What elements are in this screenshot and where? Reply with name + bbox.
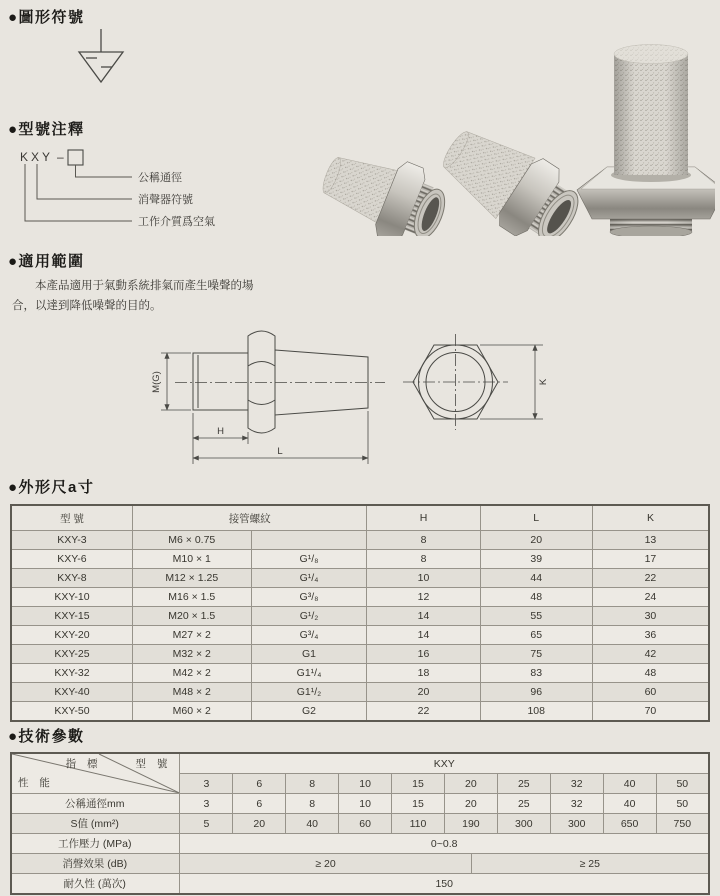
s-cell: 300 xyxy=(497,814,550,834)
cell-model: KXY-32 xyxy=(11,664,132,683)
corner-label-performance: 性 能 xyxy=(18,777,54,789)
size-cell: 32 xyxy=(550,774,603,794)
cell-model: KXY-3 xyxy=(11,531,132,550)
dim-label-k: K xyxy=(538,378,549,386)
dimensions-table-header xyxy=(11,505,709,531)
bore-cell: 32 xyxy=(550,794,603,814)
row-label: 耐久性 (萬次) xyxy=(11,874,180,895)
section-heading-model-notation: ●型號注釋 xyxy=(8,121,85,138)
cell-thread-g: G¹/₈ xyxy=(251,550,367,569)
s-cell: 650 xyxy=(603,814,656,834)
params-header-row-1 xyxy=(11,753,709,774)
cell-model: KXY-40 xyxy=(11,683,132,702)
model-code-text: KXY xyxy=(20,150,54,164)
cell-l: 83 xyxy=(480,664,592,683)
s-cell: 40 xyxy=(286,814,339,834)
s-cell: 300 xyxy=(550,814,603,834)
dimensions-table xyxy=(10,504,710,722)
pressure-row xyxy=(11,834,709,854)
model-size-box xyxy=(68,150,83,165)
s-cell: 750 xyxy=(656,814,709,834)
noise-row xyxy=(11,854,709,874)
silencer-photo-large xyxy=(577,45,715,237)
cell-l: 65 xyxy=(480,626,592,645)
model-code-dash: – xyxy=(57,150,64,164)
cell-h: 16 xyxy=(367,645,480,664)
bore-cell: 10 xyxy=(339,794,392,814)
s-cell: 190 xyxy=(444,814,497,834)
cell-l: 20 xyxy=(480,531,592,550)
bore-row xyxy=(11,794,709,814)
dimension-drawing xyxy=(115,322,575,472)
cell-h: 18 xyxy=(367,664,480,683)
size-cell: 40 xyxy=(603,774,656,794)
cell-thread-m: M12 × 1.25 xyxy=(132,569,251,588)
durability-row xyxy=(11,874,709,895)
cell-thread-g: G¹/₄ xyxy=(251,569,367,588)
cell-h: 8 xyxy=(367,550,480,569)
size-cell: 10 xyxy=(339,774,392,794)
cell-h: 14 xyxy=(367,607,480,626)
cell-k: 42 xyxy=(592,645,709,664)
cell-l: 39 xyxy=(480,550,592,569)
table-row xyxy=(11,626,709,645)
silencer-photo-medium xyxy=(429,113,592,236)
col-thread: 接管螺紋 xyxy=(132,505,367,531)
table-row xyxy=(11,588,709,607)
corner-label-indicator: 指 標 xyxy=(65,758,102,770)
section-heading-application: ●適用範圍 xyxy=(8,253,85,270)
pressure-cell: 0~0.8 xyxy=(180,834,709,854)
cell-thread-m: M10 × 1 xyxy=(132,550,251,569)
cell-model: KXY-25 xyxy=(11,645,132,664)
s-cell: 110 xyxy=(392,814,445,834)
table-row xyxy=(11,531,709,550)
table-row xyxy=(11,645,709,664)
noise-value-small-sizes: ≥ 20 xyxy=(180,854,471,873)
bore-cell: 50 xyxy=(656,794,709,814)
cell-h: 8 xyxy=(367,531,480,550)
cell-model: KXY-8 xyxy=(11,569,132,588)
noise-value-large-sizes: ≥ 25 xyxy=(579,857,600,870)
model-code-diagram xyxy=(10,146,310,241)
cell-h: 14 xyxy=(367,626,480,645)
bore-cell: 6 xyxy=(233,794,286,814)
cell-thread-g: G1¹/₂ xyxy=(251,683,367,702)
cell-model: KXY-50 xyxy=(11,702,132,722)
cell-thread-g: G1¹/₄ xyxy=(251,664,367,683)
table-row xyxy=(11,607,709,626)
s-value-row xyxy=(11,814,709,834)
cell-thread-g: G2 xyxy=(251,702,367,722)
cell-model: KXY-6 xyxy=(11,550,132,569)
cell-h: 10 xyxy=(367,569,480,588)
bore-cell: 3 xyxy=(180,794,233,814)
cell-thread-g xyxy=(251,531,367,550)
cell-k: 17 xyxy=(592,550,709,569)
row-label: 消聲效果 (dB) xyxy=(11,854,180,874)
col-model: 型 號 xyxy=(11,505,132,531)
cell-thread-m: M16 × 1.5 xyxy=(132,588,251,607)
product-photo xyxy=(305,4,715,236)
table-row xyxy=(11,569,709,588)
cell-l: 75 xyxy=(480,645,592,664)
application-text: 本產品適用于氣動系統排氣而產生噪聲的場合，以達到降低噪聲的目的。 xyxy=(12,280,254,313)
label-silencer-symbol: 消聲器符號 xyxy=(138,194,193,206)
cell-l: 96 xyxy=(480,683,592,702)
dim-label-l: L xyxy=(277,446,283,457)
bore-cell: 40 xyxy=(603,794,656,814)
nut-outline xyxy=(248,331,275,433)
section-heading-graphic-symbol: ●圖形符號 xyxy=(8,9,85,26)
section-heading-outline-dimensions: ●外形尺a寸 xyxy=(8,479,95,496)
cell-model: KXY-20 xyxy=(11,626,132,645)
cell-l: 55 xyxy=(480,607,592,626)
cell-l: 108 xyxy=(480,702,592,722)
thread-outline xyxy=(193,353,248,410)
durability-cell: 150 xyxy=(180,874,709,895)
s-cell: 60 xyxy=(339,814,392,834)
corner-label-model: 型 號 xyxy=(135,758,172,770)
col-k: K xyxy=(592,505,709,531)
size-cell: 3 xyxy=(180,774,233,794)
noise-cell xyxy=(180,854,709,874)
cell-thread-m: M42 × 2 xyxy=(132,664,251,683)
table-row xyxy=(11,664,709,683)
dim-label-mg: M(G) xyxy=(151,371,162,393)
silencer-symbol-drawing xyxy=(70,24,134,90)
cell-thread-g: G³/₄ xyxy=(251,626,367,645)
cell-h: 22 xyxy=(367,702,480,722)
s-cell: 20 xyxy=(233,814,286,834)
label-nominal-bore: 公稱通徑 xyxy=(138,172,182,184)
cell-l: 44 xyxy=(480,569,592,588)
cell-thread-g: G1 xyxy=(251,645,367,664)
cell-k: 36 xyxy=(592,626,709,645)
leader-lines xyxy=(25,164,132,221)
col-l: L xyxy=(480,505,592,531)
cell-thread-g: G¹/₂ xyxy=(251,607,367,626)
cell-k: 24 xyxy=(592,588,709,607)
cell-k: 13 xyxy=(592,531,709,550)
cell-k: 70 xyxy=(592,702,709,722)
cell-thread-m: M6 × 0.75 xyxy=(132,531,251,550)
silencer-photo-small xyxy=(312,135,456,236)
bore-cell: 25 xyxy=(497,794,550,814)
size-cell: 50 xyxy=(656,774,709,794)
row-label: S值 (mm²) xyxy=(11,814,180,834)
cell-thread-m: M60 × 2 xyxy=(132,702,251,722)
cell-k: 22 xyxy=(592,569,709,588)
cell-h: 20 xyxy=(367,683,480,702)
size-cell: 25 xyxy=(497,774,550,794)
size-cell: 8 xyxy=(286,774,339,794)
section-heading-technical-parameters: ●技術參數 xyxy=(8,728,85,745)
bore-cell: 8 xyxy=(286,794,339,814)
cell-l: 48 xyxy=(480,588,592,607)
cell-thread-g: G³/₈ xyxy=(251,588,367,607)
size-cell: 20 xyxy=(444,774,497,794)
col-h: H xyxy=(367,505,480,531)
size-cell: 6 xyxy=(233,774,286,794)
table-row xyxy=(11,683,709,702)
cell-model: KXY-10 xyxy=(11,588,132,607)
diagonal-header-cell xyxy=(11,753,180,794)
cell-thread-m: M32 × 2 xyxy=(132,645,251,664)
cell-thread-m: M20 × 1.5 xyxy=(132,607,251,626)
cell-k: 60 xyxy=(592,683,709,702)
cell-thread-m: M27 × 2 xyxy=(132,626,251,645)
table-row xyxy=(11,550,709,569)
cell-k: 48 xyxy=(592,664,709,683)
row-label: 工作壓力 (MPa) xyxy=(11,834,180,854)
bore-cell: 15 xyxy=(392,794,445,814)
cell-thread-m: M48 × 2 xyxy=(132,683,251,702)
cell-h: 12 xyxy=(367,588,480,607)
cell-k: 30 xyxy=(592,607,709,626)
series-cell: KXY xyxy=(180,753,709,774)
row-label: 公稱通徑mm xyxy=(11,794,180,814)
size-cell: 15 xyxy=(392,774,445,794)
bore-cell: 20 xyxy=(444,794,497,814)
label-working-medium: 工作介質爲空氣 xyxy=(138,216,215,228)
table-row xyxy=(11,702,709,722)
cell-model: KXY-15 xyxy=(11,607,132,626)
parameters-table xyxy=(10,752,710,895)
dim-label-h: H xyxy=(217,426,224,437)
s-cell: 5 xyxy=(180,814,233,834)
